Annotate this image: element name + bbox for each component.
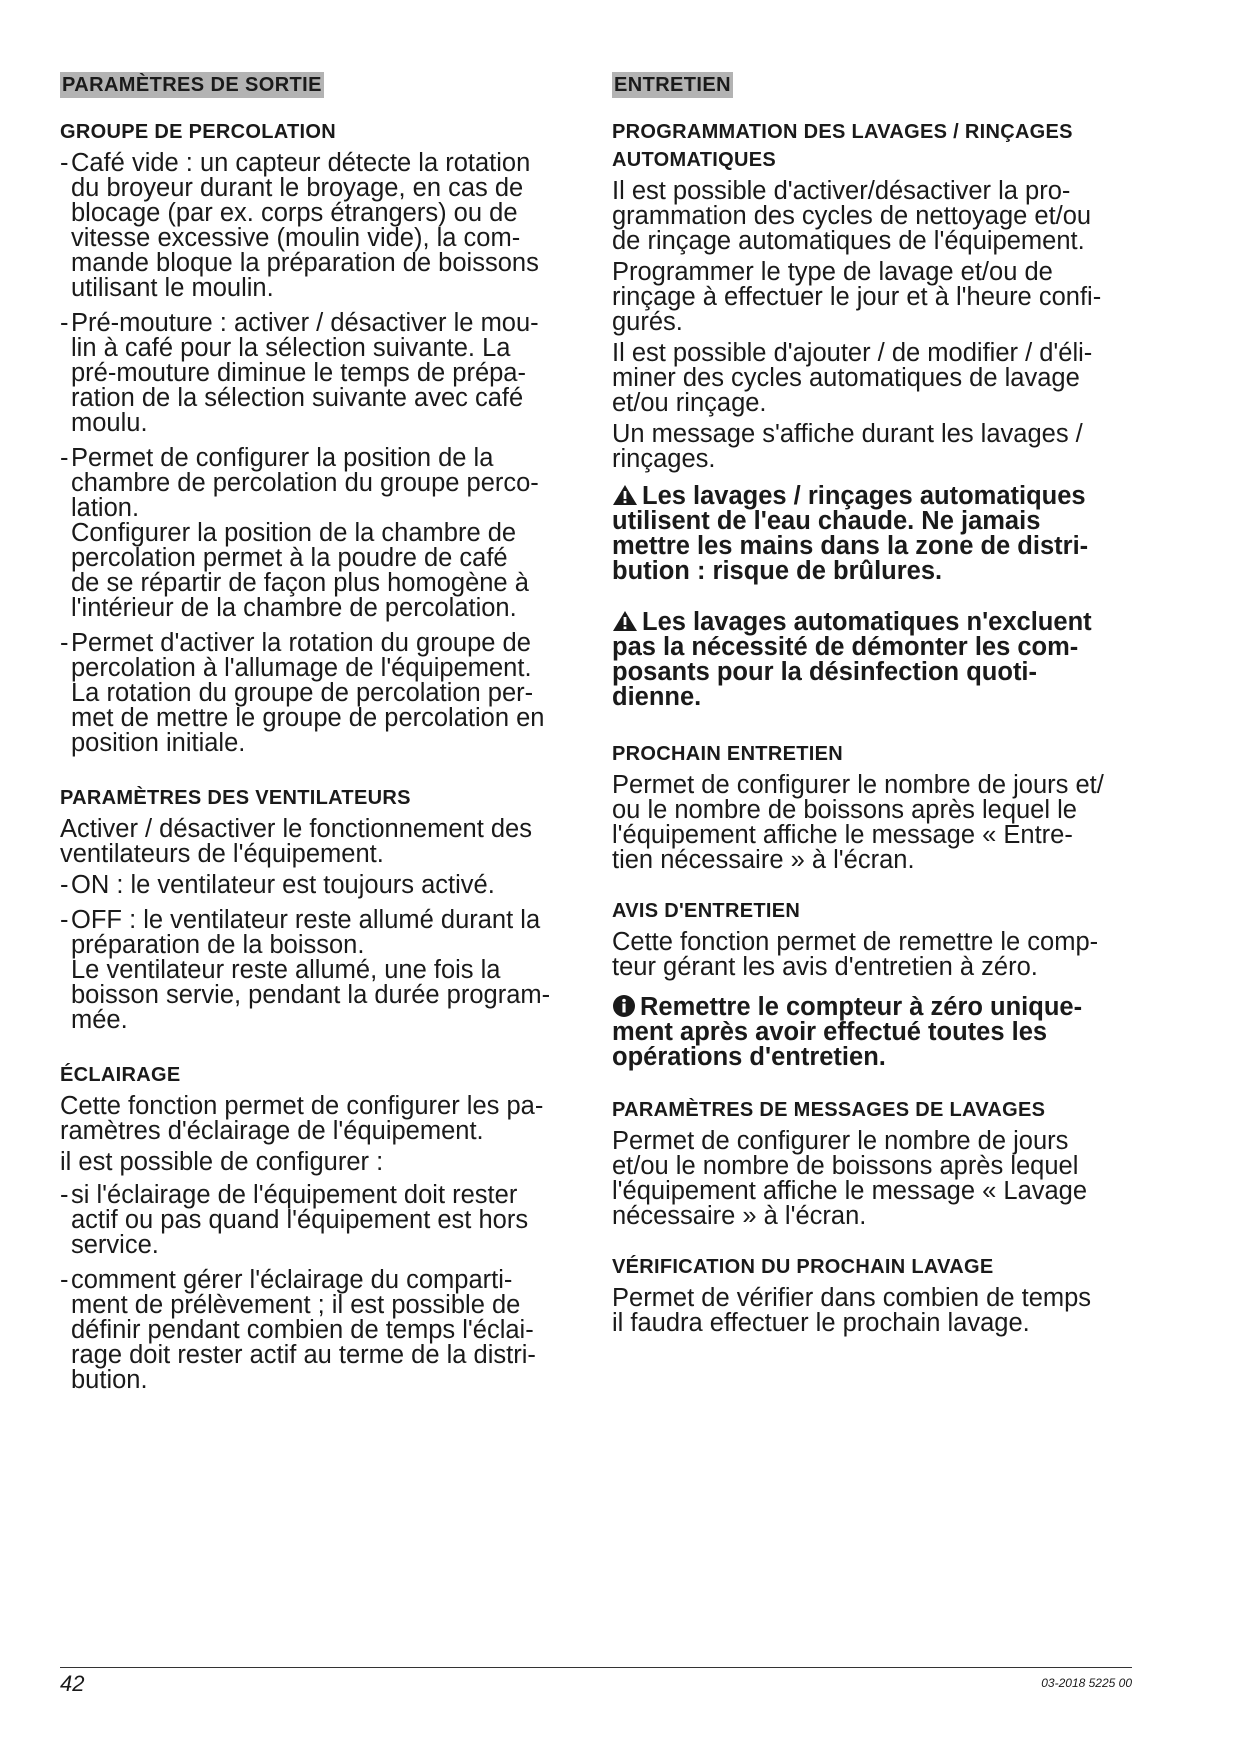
text-line: chambre de percolation du groupe perco- bbox=[71, 469, 539, 497]
text-line: ON : le ventilateur est toujours activé. bbox=[71, 871, 495, 899]
text-line: position initiale. bbox=[71, 729, 246, 757]
text-line: percolation permet à la poudre de café bbox=[71, 544, 508, 572]
text-line: Café vide : un capteur détecte la rotation bbox=[71, 149, 531, 177]
text-line: définir pendant combien de temps l'éclai- bbox=[71, 1316, 534, 1344]
text-line: blocage (par ex. corps étrangers) ou de bbox=[71, 199, 518, 227]
list-item: - si l'éclairage de l'équipement doit rester actif ou pas quand l'équipement est hors service. bbox=[60, 1183, 576, 1258]
heading-fan-params: PARAMÈTRES DES VENTILATEURS bbox=[60, 787, 411, 809]
text-line: du broyeur durant le broyage, en cas de bbox=[71, 174, 524, 202]
text-line: Configurer la position de la chambre de bbox=[71, 519, 517, 547]
text-line: Permet de configurer la position de la bbox=[71, 444, 494, 472]
text-line: bution. bbox=[71, 1366, 148, 1394]
heading-next-wash-check: VÉRIFICATION DU PROCHAIN LAVAGE bbox=[612, 1256, 994, 1278]
paragraph: Permet de vérifier dans combien de temps il faudra effectuer le prochain lavage. bbox=[612, 1284, 1092, 1337]
section-title-maintenance: ENTRETIEN bbox=[614, 74, 731, 96]
heading-wash-message-params: PARAMÈTRES DE MESSAGES DE LAVAGES bbox=[612, 1099, 1046, 1121]
heading-auto-wash-programming: PROGRAMMATION DES LAVAGES / RINÇAGES AUTOMATIQUES bbox=[612, 121, 1073, 171]
paragraph: Permet de configurer le nombre de jours et/ ou le nombre de boissons après lequel le l'équipement affiche le message « Entre- tien nécessaire » à l'écran. bbox=[612, 771, 1104, 874]
lighting-intro-2: il est possible de configurer : bbox=[60, 1148, 384, 1176]
page-number: 42 bbox=[60, 1671, 85, 1696]
paragraph: Un message s'affiche durant les lavages / rinçages. bbox=[612, 420, 1083, 473]
paragraph: Cette fonction permet de remettre le comp- teur gérant les avis d'entretien à zéro. bbox=[612, 928, 1099, 981]
list-item: - comment gérer l'éclairage du comparti- ment de prélèvement ; il est possible de définir pendant combien de temps l'éclai- rage doit rester actif au terme de la distri- bution. bbox=[60, 1268, 576, 1393]
warning-hot-water: Les lavages / rinçages automatiques utilisent de l'eau chaude. Ne jamais mettre les mains dans la zone de distri- bution : risque de brûlures. bbox=[612, 482, 1089, 585]
text-line: lation. bbox=[71, 494, 140, 522]
fans-intro: Activer / désactiver le fonctionnement des ventilateurs de l'équipement. bbox=[60, 815, 532, 868]
heading-percolation-group: GROUPE DE PERCOLATION bbox=[60, 121, 336, 143]
left-column bbox=[60, 72, 576, 1403]
warning-disinfection: Les lavages automatiques n'excluent pas la nécessité de démonter les com- posants pour la désinfection quoti- dienne. bbox=[612, 608, 1092, 711]
paragraph: Programmer le type de lavage et/ou de rinçage à effectuer le jour et à l'heure confi- gurés. bbox=[612, 258, 1102, 336]
text-line: met de mettre le groupe de percolation en bbox=[71, 704, 545, 732]
text-line: OFF : le ventilateur reste allumé durant la bbox=[71, 906, 541, 934]
section-title-output-params: PARAMÈTRES DE SORTIE bbox=[62, 74, 322, 96]
list-item: - Permet de configurer la position de la chambre de percolation du groupe perco- lation. Configurer la position de la chambre de percolation permet à la poudre de café de se répartir de façon plus homogène à l'intérieur de la chambre de percolation. bbox=[60, 446, 576, 621]
text-line: moulu. bbox=[71, 409, 148, 437]
footer-divider bbox=[60, 1667, 1132, 1668]
list-item: - ON : le ventilateur est toujours activé. bbox=[60, 873, 576, 898]
list-item: - Café vide : un capteur détecte la rotation du broyeur durant le broyage, en cas de blocage (par ex. corps étrangers) ou de vitesse excessive (moulin vide), la com- mande bloque la préparation de boissons utilisant le moulin. bbox=[60, 151, 576, 301]
list-item: - OFF : le ventilateur reste allumé durant la préparation de la boisson. Le ventilateur reste allumé, une fois la boisson servie, pendant la durée program- mée. bbox=[60, 908, 576, 1033]
text-line: pré-mouture diminue le temps de prépa- bbox=[71, 359, 526, 387]
text-line: préparation de la boisson. bbox=[71, 931, 365, 959]
text-line: si l'éclairage de l'équipement doit rester bbox=[71, 1181, 518, 1209]
text-line: comment gérer l'éclairage du comparti- bbox=[71, 1266, 513, 1294]
heading-lighting: ÉCLAIRAGE bbox=[60, 1064, 181, 1086]
list-item: - Permet d'activer la rotation du groupe de percolation à l'allumage de l'équipement. La rotation du groupe de percolation per- met de mettre le groupe de percolation en position initiale. bbox=[60, 631, 576, 756]
info-circle-icon bbox=[612, 994, 636, 1018]
heading-maintenance-notice: AVIS D'ENTRETIEN bbox=[612, 900, 801, 922]
heading-next-maintenance: PROCHAIN ENTRETIEN bbox=[612, 743, 843, 765]
text-line: service. bbox=[71, 1231, 159, 1259]
text-line: Le ventilateur reste allumé, une fois la bbox=[71, 956, 501, 984]
text-line: de se répartir de façon plus homogène à bbox=[71, 569, 529, 597]
percolation-list bbox=[60, 151, 576, 756]
text-line: actif ou pas quand l'équipement est hors bbox=[71, 1206, 529, 1234]
text-line: boisson servie, pendant la durée program- bbox=[71, 981, 551, 1009]
text-line: rage doit rester actif au terme de la distri- bbox=[71, 1341, 536, 1369]
text-line: vitesse excessive (moulin vide), la com- bbox=[71, 224, 521, 252]
text-line: mée. bbox=[71, 1006, 128, 1034]
info-reset-counter: Remettre le compteur à zéro unique- ment après avoir effectué toutes les opérations d'entretien. bbox=[612, 993, 1083, 1071]
right-column bbox=[612, 72, 1132, 1342]
paragraph: Permet de configurer le nombre de jours et/ou le nombre de boissons après lequel l'équipement affiche le message « Lavage nécessaire » à l'écran. bbox=[612, 1127, 1088, 1230]
text-line: l'intérieur de la chambre de percolation. bbox=[71, 594, 517, 622]
paragraph: Il est possible d'ajouter / de modifier / d'éli- miner des cycles automatiques de lavage et/ou rinçage. bbox=[612, 339, 1093, 417]
text-line: lin à café pour la sélection suivante. La bbox=[71, 334, 511, 362]
text-line: Permet d'activer la rotation du groupe de bbox=[71, 629, 531, 657]
text-line: ration de la sélection suivante avec café bbox=[71, 384, 524, 412]
text-line: percolation à l'allumage de l'équipement. bbox=[71, 654, 532, 682]
text-line: La rotation du groupe de percolation per- bbox=[71, 679, 534, 707]
paragraph: Il est possible d'activer/désactiver la pro- grammation des cycles de nettoyage et/ou de rinçage automatiques de l'équipement. bbox=[612, 177, 1092, 255]
text-line: mande bloque la préparation de boissons bbox=[71, 249, 539, 277]
document-code: 03-2018 5225 00 bbox=[1041, 1676, 1132, 1690]
lighting-intro: Cette fonction permet de configurer les pa- ramètres d'éclairage de l'équipement. bbox=[60, 1092, 544, 1145]
text-line: Pré-mouture : activer / désactiver le mou- bbox=[71, 309, 539, 337]
warning-triangle-icon bbox=[612, 484, 638, 506]
warning-triangle-icon bbox=[612, 610, 638, 632]
text-line: utilisant le moulin. bbox=[71, 274, 274, 302]
list-item: - Pré-mouture : activer / désactiver le mou- lin à café pour la sélection suivante. La pré-mouture diminue le temps de prépa- ration de la sélection suivante avec café moulu. bbox=[60, 311, 576, 436]
text-line: ment de prélèvement ; il est possible de bbox=[71, 1291, 521, 1319]
